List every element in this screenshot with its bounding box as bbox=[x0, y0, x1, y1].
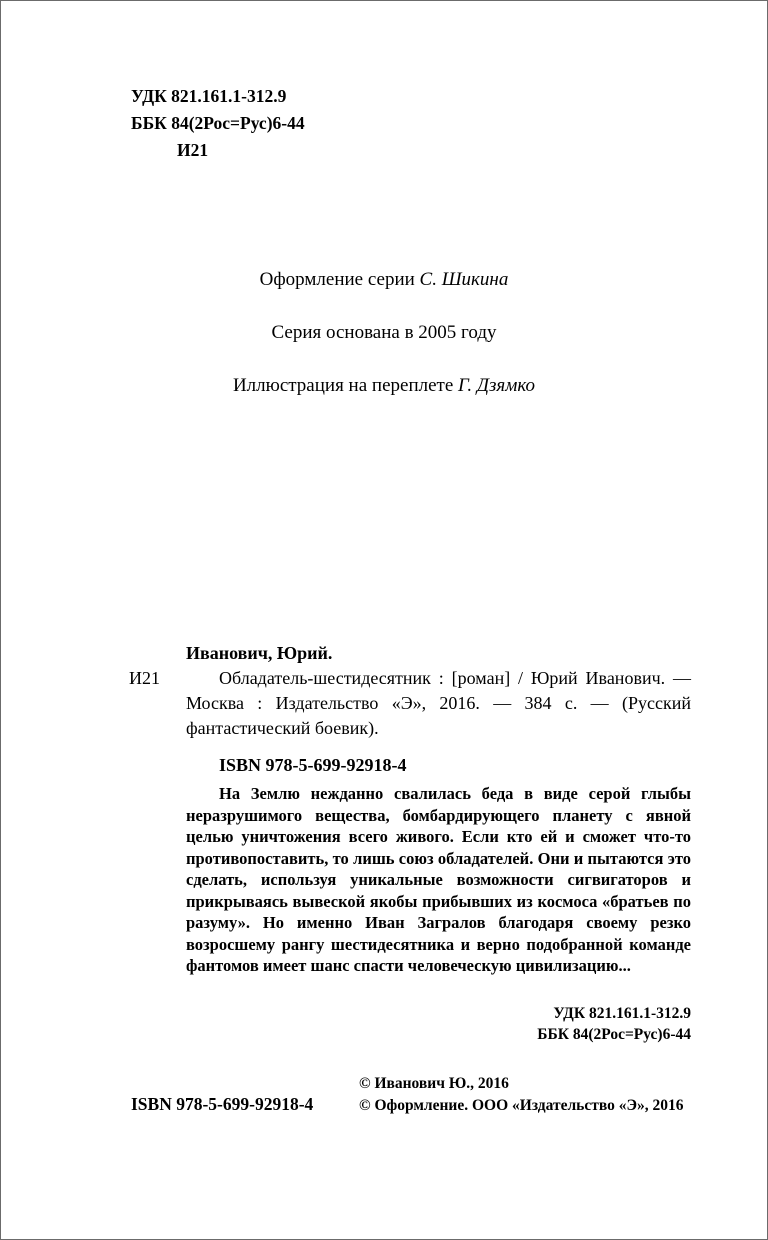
annotation-block bbox=[186, 783, 691, 977]
series-design-prefix: Оформление серии bbox=[259, 269, 415, 290]
illustrator-name: Г. Дзямко bbox=[458, 375, 536, 396]
catalog-index-code: И21 bbox=[129, 668, 160, 688]
bottom-bbk-code: ББК 84(2Рос=Рус)6-44 bbox=[537, 1026, 691, 1043]
udk-code: УДК 821.161.1-312.9 bbox=[131, 86, 287, 106]
catalog-author: Иванович, Юрий. bbox=[186, 643, 333, 663]
catalog-entry-block bbox=[129, 641, 691, 778]
catalog-isbn: ISBN 978-5-699-92918-4 bbox=[219, 755, 407, 775]
author-index-code: И21 bbox=[177, 140, 209, 160]
copyright-author-line: © Иванович Ю., 2016 bbox=[359, 1075, 509, 1092]
illustration-prefix: Иллюстрация на переплете bbox=[232, 375, 454, 396]
copyright-design-line: © Оформление. ООО «Издательство «Э», 2016 bbox=[359, 1097, 684, 1114]
catalog-description: Обладатель-шестидесятник : [роман] / Юрий Иванович. — Москва : Издательство «Э», 2016. — 384 с. — (Русский фантастический боевик). bbox=[186, 668, 691, 738]
footer-isbn: ISBN 978-5-699-92918-4 bbox=[131, 1094, 314, 1114]
series-founded-line: Серия основана в 2005 году bbox=[271, 322, 497, 343]
bbk-code: ББК 84(2Рос=Рус)6-44 bbox=[131, 113, 305, 133]
bottom-udk-code: УДК 821.161.1-312.9 bbox=[553, 1005, 691, 1022]
catalog-entry bbox=[129, 666, 691, 741]
series-designer-name: С. Шикина bbox=[419, 269, 509, 290]
annotation-text: На Землю нежданно свалилась беда в виде серой глыбы неразрушимого вещества, бомбардирующего планету с явной целью уничтожения всего живого. Если кто ей и сможет что-то противопоставить, то лишь союз обладателей. Они и пытаются это сделать, используя уникальные возможности сигвигаторов и прикрываясь вывеской якобы прибывших из космоса «братьев по разуму». Но именно Иван Загралов благодаря своему резко возросшему рангу шестидесятника и верно подобранной команде фантомов имеет шанс спасти человеческую цивилизацию... bbox=[186, 784, 691, 975]
top-classification-codes bbox=[131, 83, 305, 164]
series-info-block bbox=[1, 269, 767, 428]
bottom-classification-codes bbox=[537, 1003, 691, 1045]
copyright-block bbox=[359, 1073, 684, 1117]
series-design-line bbox=[1, 269, 767, 291]
cover-illustration-line bbox=[1, 375, 767, 397]
